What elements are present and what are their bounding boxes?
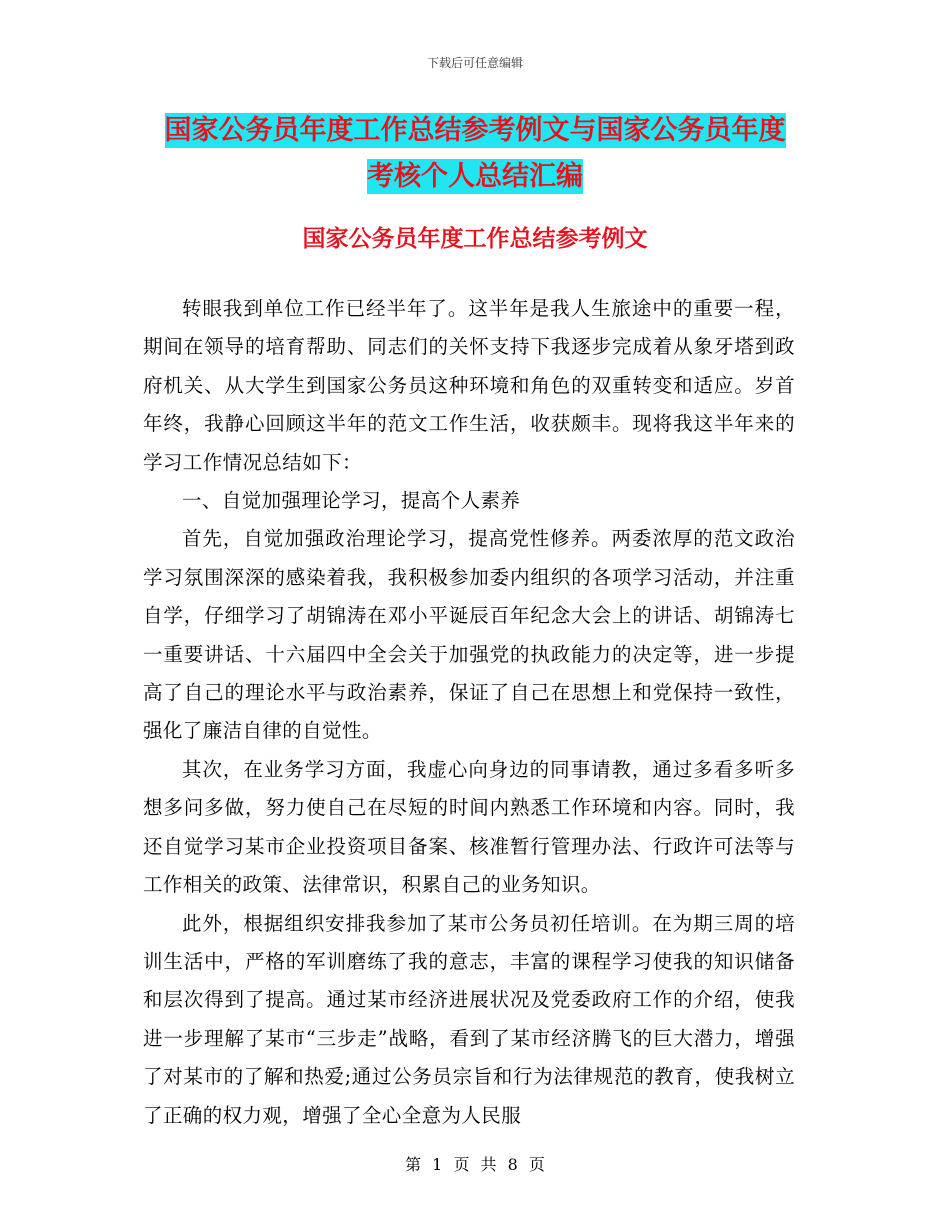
body-text — [143, 290, 795, 1135]
paragraph-heading-1: 一、自觉加强理论学习，提高个人素养 — [182, 489, 521, 513]
paragraph-political-study: 首先，自觉加强政治理论学习，提高党性修养。两委浓厚的范文政治学习氛围深深的感染着我，我积极参加委内组织的各项学习活动，并注重自学，仔细学习了胡锦涛在邓小平诞辰百年纪念大会上的讲话、胡锦涛七一重要讲话、十六届四中全会关于加强党的执政能力的决定等，进一步提高了自己的理论水平与政治素养，保证了自己在思想上和党保持一致性，强化了廉洁自律的自觉性。 — [143, 527, 795, 743]
page-footer: 第 1 页 共 8 页 — [405, 1155, 545, 1174]
paragraph-business-study: 其次，在业务学习方面，我虚心向身边的同事请教，通过多看多听多想多问多做，努力使自己在尽短的时间内熟悉工作环境和内容。同时，我还自觉学习某市企业投资项目备案、核准暂行管理办法、行政许可法等与工作相关的政策、法律常识，积累自己的业务知识。 — [143, 757, 795, 897]
document-title-line1: 国家公务员年度工作总结参考例文与国家公务员年度 — [164, 115, 786, 146]
paragraph-intro: 转眼我到单位工作已经半年了。这半年是我人生旅途中的重要一程，期间在领导的培育帮助、同志们的关怀支持下我逐步完成着从象牙塔到政府机关、从大学生到国家公务员这种环境和角色的双重转变和适应。岁首年终，我静心回顾这半年的范文工作生活，收获颇丰。现将我这半年来的学习工作情况总结如下： — [143, 297, 795, 474]
header-note: 下载后可任意编辑 — [426, 56, 523, 70]
section-subtitle: 国家公务员年度工作总结参考例文 — [302, 226, 648, 252]
document-title — [140, 108, 810, 200]
document-title-line2: 考核个人总结汇编 — [367, 161, 583, 192]
paragraph-training: 此外，根据组织安排我参加了某市公务员初任培训。在为期三周的培训生活中，严格的军训磨练了我的意志，丰富的课程学习使我的知识储备和层次得到了提高。通过某市经济进展状况及党委政府工作的介绍，使我进一步理解了某市“三步走”战略，看到了某市经济腾飞的巨大潜力，增强了对某市的了解和热爱;通过公务员宗旨和行为法律规范的教育，使我树立了正确的权力观，增强了全心全意为人民服 — [143, 911, 795, 1127]
